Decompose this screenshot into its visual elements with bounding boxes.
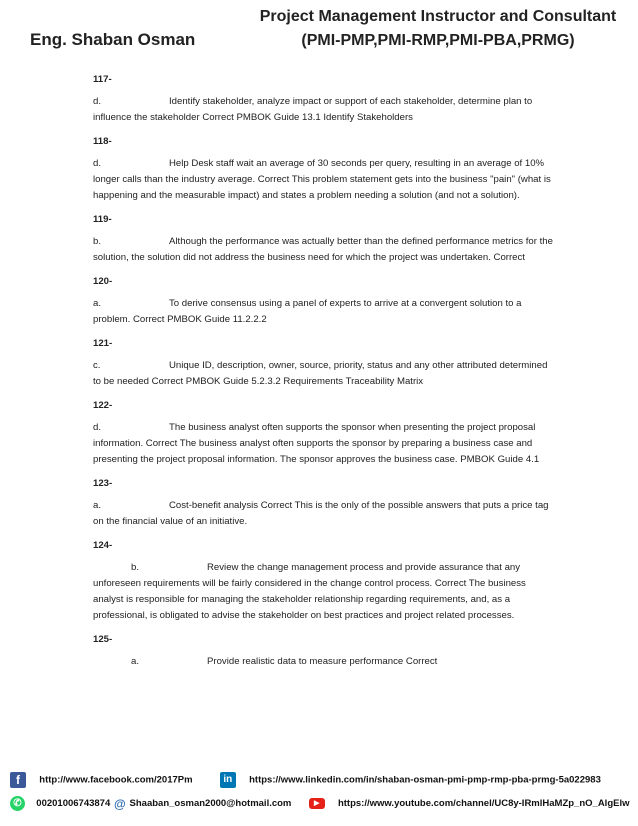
linkedin-icon: in: [220, 772, 236, 788]
question-number: 120-: [93, 276, 113, 287]
question-number: 119-: [93, 214, 112, 225]
answer-item: [93, 358, 553, 390]
answer-item: [93, 94, 553, 126]
question-number: 118-: [93, 136, 112, 147]
answer-text: Although the performance was actually better than the defined performance metrics for the solution, the solution did not address the business need for which the project was undertaken. Correct: [93, 236, 553, 263]
answer-text: Cost-benefit analysis Correct This is the only of the possible answers that puts a price tag on the financial value of an initiative.: [93, 500, 549, 527]
answer-letter: b.: [93, 236, 102, 247]
answer-item: [93, 498, 553, 530]
answer-item: [93, 296, 553, 328]
question-number: 122-: [93, 400, 113, 411]
answer-text: Unique ID, description, owner, source, priority, status and any other attributed determined to be needed Correct PMBOK Guide 5.2.3.2 Requirements Traceability Matrix: [93, 360, 548, 387]
author-name: Eng. Shaban Osman: [30, 30, 196, 49]
question-number: 117-: [93, 74, 112, 85]
answer-item: [93, 156, 553, 204]
question-number: 124-: [93, 540, 113, 551]
phone-number: 00201006743874: [36, 798, 111, 810]
youtube-link[interactable]: https://www.youtube.com/channel/UC8y-IRmlHaMZp_nO_AlgElw: [337, 798, 630, 810]
answer-letter: d.: [93, 158, 102, 169]
header: [0, 0, 638, 64]
facebook-icon: f: [10, 772, 26, 788]
footer-row-2: [10, 796, 630, 811]
answer-letter: d.: [93, 96, 102, 107]
answer-text: Review the change management process and provide assurance that any unforeseen requirements will be fairly considered in the change control process. Correct The business analyst is responsible for managing the stakeholder relationship regarding requirements, and, as a professional, is obligated to advise the stakeholder on best practices and project related processes.: [93, 562, 526, 621]
answer-letter: d.: [93, 422, 102, 433]
email-link[interactable]: Shaaban_osman2000@hotmail.com: [129, 798, 292, 810]
at-icon: @: [114, 796, 126, 811]
footer: [0, 766, 638, 826]
answer-letter: a.: [93, 298, 102, 309]
question-number: 121-: [93, 338, 113, 349]
answer-letter: c.: [93, 360, 101, 371]
answer-text: The business analyst often supports the sponsor when presenting the project proposal information. Correct The business analyst often supports the sponsor by preparing a business case and presenting the project proposal information. The sponsor approves the business case. PMBOK Guide 4.1: [93, 422, 540, 465]
answer-text: Identify stakeholder, analyze impact or support of each stakeholder, determine plan to influence the stakeholder Correct PMBOK Guide 13.1 Identify Stakeholders: [93, 96, 533, 123]
youtube-icon: ▶: [309, 798, 325, 809]
answer-letter: a.: [93, 500, 102, 511]
answer-item: [93, 654, 553, 670]
header-title-line1: Project Management Instructor and Consultant: [259, 8, 617, 25]
answer-letter: a.: [131, 656, 140, 667]
question-number: 123-: [93, 478, 113, 489]
answer-item: [93, 234, 553, 266]
whatsapp-icon: ✆: [10, 796, 25, 811]
answer-item: [93, 560, 553, 624]
question-number: 125-: [93, 634, 113, 645]
header-title-line2: (PMI-PMP,PMI-RMP,PMI-PBA,PRMG): [301, 32, 575, 49]
answer-item: [93, 420, 553, 468]
answer-letter: b.: [131, 562, 140, 573]
answer-text: Help Desk staff wait an average of 30 seconds per query, resulting in an average of 10% longer calls than the industry average. Correct This problem statement gets into the business "pain" (what is happening and the measurable impact) and states a problem needing a solution (and not a solution).: [93, 158, 551, 201]
footer-row-1: [10, 772, 601, 788]
linkedin-link[interactable]: https://www.linkedin.com/in/shaban-osman-pmi-pmp-rmp-pba-prmg-5a022983: [249, 774, 601, 786]
answer-text: To derive consensus using a panel of experts to arrive at a convergent solution to a problem. Correct PMBOK Guide 11.2.2.2: [93, 298, 522, 325]
facebook-link[interactable]: http://www.facebook.com/2017Pm: [39, 774, 193, 786]
answer-text: Provide realistic data to measure performance Correct: [207, 656, 438, 667]
answers-list: [93, 72, 553, 678]
